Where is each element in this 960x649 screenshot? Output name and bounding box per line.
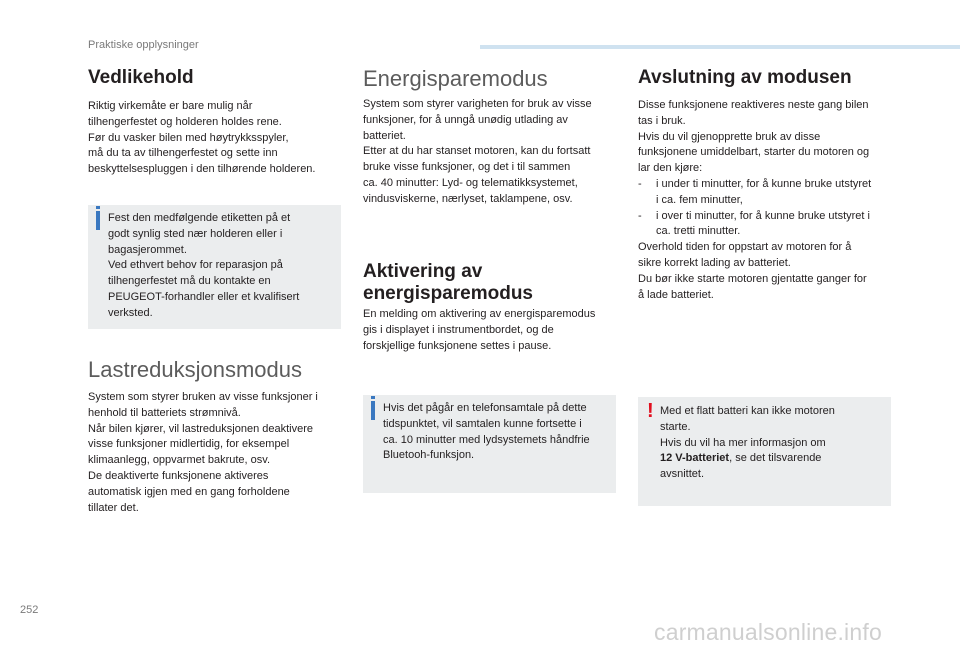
heading-aktivering <box>363 261 533 305</box>
text-line: godt synlig sted nær holderen eller i <box>108 227 283 240</box>
warning-icon: ! <box>647 400 654 422</box>
paragraph-exit-mode <box>638 98 891 303</box>
text-line: henhold til batteriets strømnivå. <box>88 406 241 419</box>
bullet-text <box>656 177 871 209</box>
text-line: ca. 40 minutter: Lyd- og telematikksystemet, <box>363 176 578 189</box>
text-line: klimaanlegg, oppvarmet bakrute, osv. <box>88 454 270 467</box>
text-line: i under ti minutter, for å kunne bruke utstyret <box>656 177 872 190</box>
info-icon <box>371 401 375 420</box>
text-line: tilhengerfestet og holderen holdes rene. <box>88 115 282 128</box>
text-line: Fest den medfølgende etiketten på et <box>108 212 291 224</box>
info-text <box>363 395 616 464</box>
text-line: tidspunktet, vil samtalen kunne fortsette i <box>383 417 582 430</box>
heading-lastreduksjonsmodus: Lastreduksjonsmodus <box>88 357 303 382</box>
info-text <box>88 205 341 322</box>
warning-text <box>638 397 891 483</box>
text-line: funksjonene umiddelbart, starter du motoren og <box>638 146 870 159</box>
page-number: 252 <box>20 604 39 616</box>
info-box-phone-call <box>363 395 616 493</box>
text-line: Hvis du vil gjenopprette bruk av disse <box>638 130 821 143</box>
list-item <box>638 209 891 241</box>
list-item <box>638 177 891 209</box>
text-line: visse funksjoner midlertidig, for eksempel <box>88 438 290 451</box>
text-line: beskyttelsespluggen i den tilhørende holderen. <box>88 163 316 176</box>
text-line: funksjoner, for å unngå unødig utlading av <box>363 113 568 126</box>
text-line: Før du vasker bilen med høytrykksspyler, <box>88 131 289 144</box>
text-line: Hvis du vil ha mer informasjon om <box>660 436 826 449</box>
bullet-dash: - <box>638 209 642 222</box>
text-line: tilhengerfestet må du kontakte en <box>108 275 271 288</box>
text-line: verksted. <box>108 306 153 319</box>
heading-vedlikehold: Vedlikehold <box>88 67 194 88</box>
text-line: gis i displayet i instrumentbordet, og de <box>363 323 554 336</box>
section-header-label: Praktiske opplysninger <box>88 39 199 51</box>
heading-avslutning: Avslutning av modusen <box>638 67 852 88</box>
paragraph-load-reduction <box>88 390 341 516</box>
text-line: bagasjerommet. <box>108 243 187 256</box>
text-line: avsnittet. <box>660 468 705 481</box>
paragraph-activation <box>363 307 616 354</box>
text-line: batteriet. <box>363 129 406 142</box>
text-line: bruke visse funksjoner, og det i til sammen <box>363 161 571 174</box>
text-line: starte. <box>660 420 691 433</box>
text-line: Etter at du har stanset motoren, kan du fortsatt <box>363 145 591 158</box>
text-line: Hvis det pågår en telefonsamtale på dette <box>383 402 587 414</box>
bullet-text <box>656 209 870 241</box>
warning-box-battery <box>638 397 891 506</box>
text-line: De deaktiverte funksjonene aktiveres <box>88 469 269 482</box>
text-line: tas i bruk. <box>638 114 686 127</box>
paragraph-energy-saving <box>363 97 616 208</box>
text-line: må du ta av tilhengerfestet og sette inn <box>88 147 278 160</box>
paragraph-maintenance <box>88 99 341 178</box>
watermark: carmanualsonline.info <box>654 619 882 645</box>
text-line: lar den kjøre: <box>638 162 703 175</box>
heading-line: energisparemodus <box>363 283 533 304</box>
text-line: vindusviskerne, nærlyset, taklampene, osv. <box>363 192 573 205</box>
text-line: tillater det. <box>88 501 139 514</box>
text-line: å lade batteriet. <box>638 288 714 301</box>
text-line: Overhold tiden for oppstart av motoren for å <box>638 241 852 254</box>
bold-reference: 12 V-batteriet <box>660 452 730 465</box>
info-box-label <box>88 205 341 329</box>
heading-energisparemodus: Energisparemodus <box>363 66 548 91</box>
text-after-bold: , se det tilsvarende <box>729 452 822 465</box>
text-line: Med et flatt batteri kan ikke motoren <box>660 405 835 417</box>
text-line: ca. tretti minutter. <box>656 225 741 238</box>
text-line: Disse funksjonene reaktiveres neste gang bilen <box>638 99 869 111</box>
text-line: automatisk igjen med en gang forholdene <box>88 485 290 498</box>
text-line: System som styrer bruken av visse funksjoner i <box>88 391 318 403</box>
text-line: Riktig virkemåte er bare mulig når <box>88 100 253 112</box>
text-line: i ca. fem minutter, <box>656 193 743 206</box>
text-line: Når bilen kjører, vil lastreduksjonen deaktivere <box>88 422 313 435</box>
text-line: forskjellige funksjonene settes i pause. <box>363 339 552 352</box>
bullet-dash: - <box>638 177 642 190</box>
text-line: sikre korrekt lading av batteriet. <box>638 256 791 269</box>
text-line: Bluetooh-funksjon. <box>383 449 475 462</box>
info-icon <box>96 211 100 230</box>
text-line: En melding om aktivering av energisparemodus <box>363 308 596 320</box>
heading-line: Aktivering av <box>363 261 483 282</box>
text-line: Du bør ikke starte motoren gjentatte ganger for <box>638 272 867 285</box>
text-line: PEUGEOT-forhandler eller et kvalifisert <box>108 290 300 303</box>
header-accent-bar <box>480 45 960 49</box>
text-line: System som styrer varigheten for bruk av visse <box>363 98 592 110</box>
text-line: Ved ethvert behov for reparasjon på <box>108 259 283 272</box>
text-line: ca. 10 minutter med lydsystemets håndfrie <box>383 433 590 446</box>
text-line <box>660 451 883 467</box>
text-line: i over ti minutter, for å kunne bruke utstyret i <box>656 209 870 222</box>
